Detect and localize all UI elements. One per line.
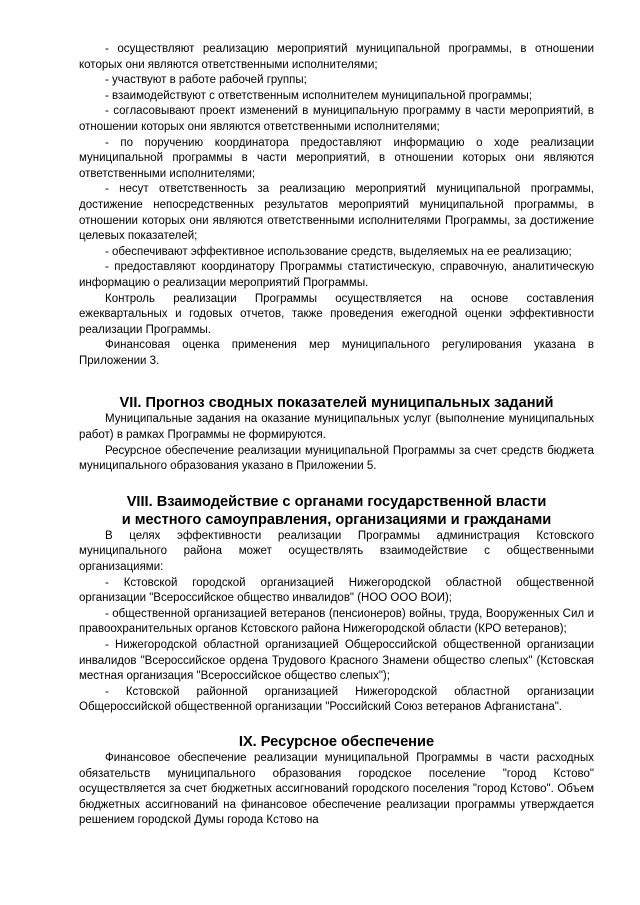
section-7-heading: VII. Прогноз сводных показателей муниципальных заданий <box>119 395 554 412</box>
section-8-heading-line-2: и местного самоуправления, организациями и гражданами <box>121 511 552 528</box>
paragraph: - взаимодействуют с ответственным исполнителем муниципальной программы; <box>105 89 533 102</box>
section-8-heading-line-1: VIII. Взаимодействие с органами государственной власти <box>126 493 547 510</box>
paragraph: - Кстовской районной организацией Нижегородской областной организации Общероссийской общественной организации "Российский Союз ветеранов Афганистана". <box>79 685 594 714</box>
paragraph: Финансовое обеспечение реализации муниципальной Программы в части расходных обязательств муниципального образования городское поселение "город Кстово" осуществляется за счет бюджетных ассигнований городского поселения "город Кстово". Объем бюджетных ассигнований на финансовое обеспечение реализации программы утверждается решением городской Думы города Кстово на <box>79 751 594 827</box>
paragraph: - осуществляют реализацию мероприятий муниципальной программы, в отношении которых они являются ответственными исполнителями; <box>79 43 594 71</box>
paragraph: Ресурсное обеспечение реализации муниципальной Программы за счет средств бюджета муниципального образования указано в Приложении 5. <box>79 444 594 473</box>
paragraph: Муниципальные задания на оказание муниципальных услуг (выполнение муниципальных работ) в рамках Программы не формируются. <box>79 413 594 442</box>
paragraph: - участвуют в работе рабочей группы; <box>105 74 307 87</box>
paragraph: - согласовывают проект изменений в муниципальную программу в части мероприятий, в отношении которых они являются ответственными исполнителями; <box>79 105 594 133</box>
paragraph: - общественной организацией ветеранов (пенсионеров) войны, труда, Вооруженных Сил и правоохранительных органов Кстовского района Нижегородской области (КРО ветеранов); <box>79 607 594 636</box>
paragraph: Контроль реализации Программы осуществляется на основе составления ежеквартальных и годовых отчетов, также проведения ежегодной оценки эффективности реализации Программы. <box>79 292 594 336</box>
paragraph: - по поручению координатора предоставляют информацию о ходе реализации муниципальной программы в части мероприятий, в отношении которых они являются ответственными исполнителями; <box>79 136 594 180</box>
paragraph: Финансовая оценка применения мер муниципального регулирования указана в Приложении 3. <box>79 339 594 367</box>
paragraph: В целях эффективности реализации Программы администрация Кстовского муниципального района может осуществлять взаимодействие с общественными организациями: <box>79 529 594 574</box>
section-9-heading: IX. Ресурсное обеспечение <box>238 733 435 750</box>
paragraph: - Кстовской городской организацией Нижегородской областной общественной организации "Всероссийское общество инвалидов" (НОО ООО ВОИ); <box>79 576 594 605</box>
paragraph: - Нижегородской областной организацией Общероссийской общественной организации инвалидов "Всероссийское ордена Трудового Красного Знамени общество слепых" (Кстовская местная организация "Всероссийское общество слепых"); <box>79 639 594 683</box>
paragraph: - несут ответственность за реализацию мероприятий муниципальной программы, достижение непосредственных результатов мероприятий муниципальной программы, в отношении которых они являются ответственными исполнителями Программы, за достижение целевых показателей; <box>79 183 594 243</box>
document-page <box>79 42 594 829</box>
section-8-heading <box>79 493 594 529</box>
paragraph: - предоставляют координатору Программы статистическую, справочную, аналитическую информацию о реализации мероприятий Программы. <box>79 261 594 289</box>
paragraph: - обеспечивают эффективное использование средств, выделяемых на ее реализацию; <box>105 245 572 258</box>
